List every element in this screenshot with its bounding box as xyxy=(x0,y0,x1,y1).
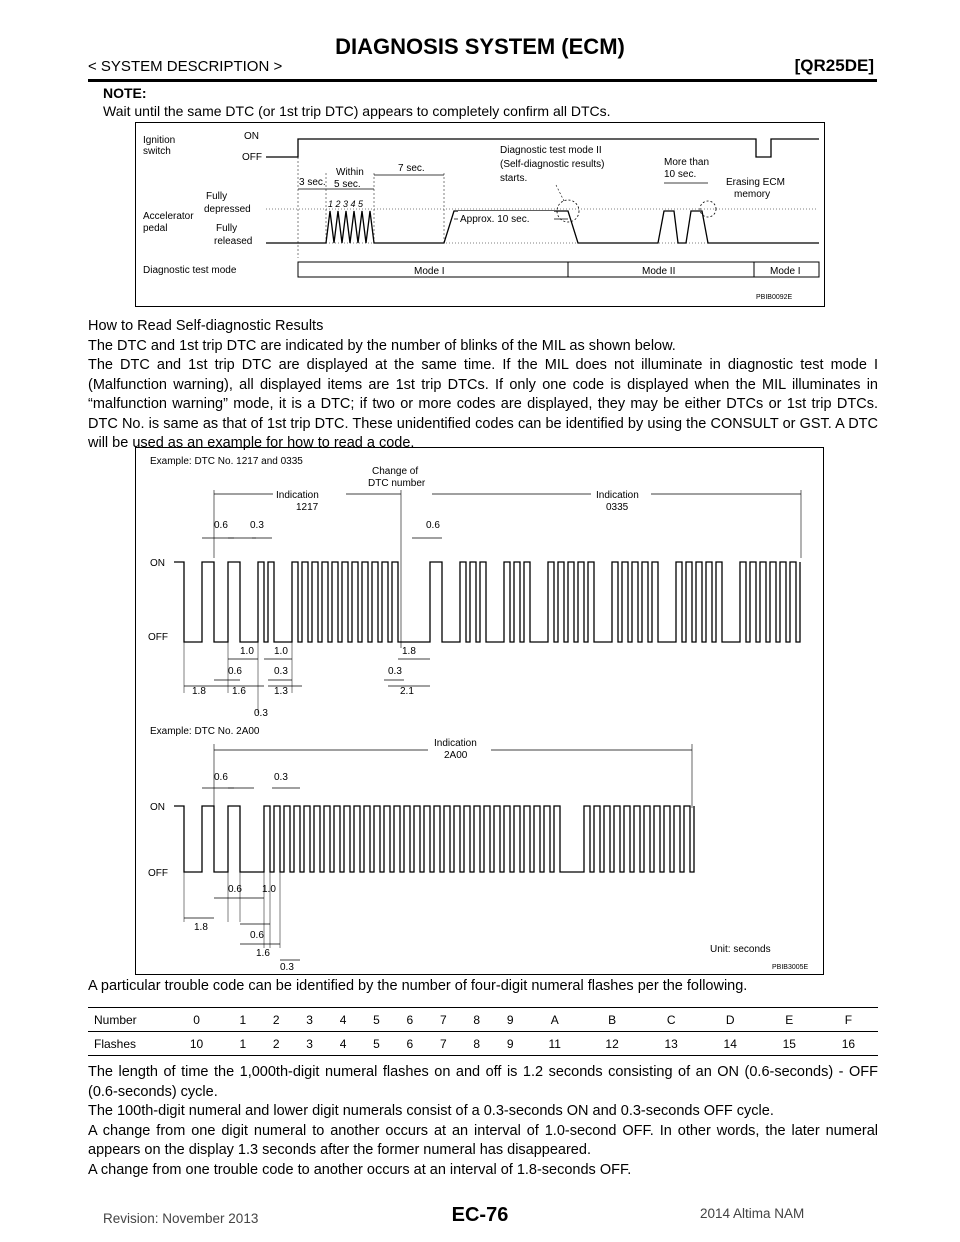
figure2-code: PBIB3005E xyxy=(772,964,809,971)
mode-row-label: Diagnostic test mode xyxy=(143,265,237,276)
t18-label: 1.8 xyxy=(194,922,208,933)
table-cell: 1 xyxy=(226,1032,259,1056)
figure1-code: PBIB0092E xyxy=(756,294,793,301)
note-label: NOTE: xyxy=(103,85,147,101)
mode2-start-label: Diagnostic test mode II xyxy=(500,145,602,156)
t03-label: 0.3 xyxy=(280,962,294,973)
table-row xyxy=(88,1032,878,1056)
table-cell: 5 xyxy=(373,1012,380,1027)
table-cell: 7 xyxy=(439,1012,447,1027)
t06-label: 0.6 xyxy=(250,930,264,941)
indication-2a00-label-2: 2A00 xyxy=(444,750,468,761)
t21-label: 2.1 xyxy=(400,686,414,697)
accelerator-label-2: pedal xyxy=(143,223,168,234)
t16-label: 1.6 xyxy=(232,686,246,697)
blink-pattern-diagram xyxy=(135,447,824,975)
leader-line xyxy=(556,185,564,201)
off-label: OFF xyxy=(148,868,168,879)
paragraph-line: The length of time the 1,000th-digit numeral flashes on and off is 1.2 seconds consisting of an ON (0.6-seconds) - OFF (0.6-seconds) cycle. xyxy=(88,1064,878,1100)
t10-label: 1.0 xyxy=(262,884,276,895)
indication-1217-label-2: 1217 xyxy=(296,502,319,513)
on-label: ON xyxy=(150,558,165,569)
table-cell: 0 xyxy=(193,1012,200,1027)
paragraph-blink-intro: The DTC and 1st trip DTC are indicated by the number of blinks of the MIL as shown below. xyxy=(88,338,676,354)
table-cell: C xyxy=(666,1012,676,1027)
mode-2-label: Mode II xyxy=(642,266,676,277)
count-label: 1 2 3 4 5 xyxy=(328,199,364,209)
more-than-label: More than xyxy=(664,157,710,168)
waveform-1217-0335 xyxy=(174,562,800,642)
change-label: Change of xyxy=(372,466,419,477)
table-header: Number xyxy=(94,1012,137,1027)
table-cell: 12 xyxy=(583,1032,642,1056)
table-cell: 5 xyxy=(360,1032,393,1056)
unit-label: Unit: seconds xyxy=(710,944,771,955)
on-label: ON xyxy=(244,131,259,142)
mode-bar xyxy=(298,262,819,277)
table-row xyxy=(88,1008,878,1032)
table-cell: 15 xyxy=(760,1032,819,1056)
mode-1b-label: Mode I xyxy=(770,266,801,277)
table-cell: 1 xyxy=(239,1012,247,1027)
table-cell: 9 xyxy=(506,1012,514,1027)
indication-0335-label: Indication xyxy=(596,490,639,501)
off-label: OFF xyxy=(242,152,262,163)
mode2-start-label-3: starts. xyxy=(500,173,528,184)
t03-label: 0.3 xyxy=(254,708,268,719)
seven-sec-label: 7 sec. xyxy=(398,163,425,174)
model-label: 2014 Altima NAM xyxy=(700,1206,805,1221)
example2-title: Example: DTC No. 2A00 xyxy=(150,726,260,737)
more-than-label-2: 10 sec. xyxy=(664,169,697,180)
table-cell: 16 xyxy=(819,1032,878,1056)
within-label-2: 5 sec. xyxy=(334,179,361,190)
erasing-label: Erasing ECM xyxy=(726,177,785,188)
example1-title: Example: DTC No. 1217 and 0335 xyxy=(150,456,303,467)
within-label: Within xyxy=(336,167,364,178)
t18-label: 1.8 xyxy=(192,686,206,697)
fully-depressed-label: Fully xyxy=(206,191,228,202)
page-title: DIAGNOSIS SYSTEM (ECM) xyxy=(335,34,625,59)
table-cell: 11 xyxy=(527,1032,583,1056)
t13-label: 1.3 xyxy=(274,686,288,697)
ignition-label-2: switch xyxy=(143,146,171,157)
fully-released-label-2: released xyxy=(214,236,253,247)
table-cell: 4 xyxy=(326,1032,359,1056)
table-caption: A particular trouble code can be identified by the number of four-digit numeral flashes per the following. xyxy=(88,978,748,994)
waveform-2a00 xyxy=(174,806,694,872)
table-cell: F xyxy=(844,1012,853,1027)
on-label: ON xyxy=(150,802,165,813)
revision-date: Revision: November 2013 xyxy=(103,1211,259,1226)
indication-2a00-label: Indication xyxy=(434,738,477,749)
t10-label: 1.0 xyxy=(274,646,288,657)
table-cell: 10 xyxy=(167,1032,226,1056)
section-breadcrumb: < SYSTEM DESCRIPTION > xyxy=(88,58,283,75)
paragraph-line: A change from one digit numeral to another occurs at an interval of 1.0-second OFF. In other words, the later numeral appears on the display 1.3 seconds after the former numeral has disappeared. xyxy=(88,1122,878,1158)
paragraph-line: A change from one trouble code to another occurs at an interval of 1.8-seconds OFF. xyxy=(88,1161,632,1178)
t03-label: 0.3 xyxy=(250,520,264,531)
table-cell: 13 xyxy=(642,1032,701,1056)
mode-1-label: Mode I xyxy=(414,266,445,277)
three-sec-label: 3 sec. xyxy=(299,177,326,188)
table-cell: 7 xyxy=(427,1032,460,1056)
t06-label: 0.6 xyxy=(214,772,228,783)
t03-label: 0.3 xyxy=(388,666,402,677)
erasing-label-2: memory xyxy=(734,189,771,200)
engine-code: [QR25DE] xyxy=(794,56,874,75)
header-rule xyxy=(88,79,877,82)
t06-label: 0.6 xyxy=(228,666,242,677)
t06-label: 0.6 xyxy=(426,520,440,531)
t10-label: 1.0 xyxy=(240,646,254,657)
indication-0335-label-2: 0335 xyxy=(606,502,629,513)
accelerator-label: Accelerator xyxy=(143,211,194,222)
flash-table xyxy=(88,1007,878,1056)
approx-label: Approx. 10 sec. xyxy=(460,214,530,225)
timing-diagram-mode-switch xyxy=(135,122,825,307)
change-label-2: DTC number xyxy=(368,478,426,489)
table-cell: 6 xyxy=(393,1032,426,1056)
table-cell: 8 xyxy=(460,1032,493,1056)
paragraph-dtc-display: The DTC and 1st trip DTC are displayed at the same time. If the MIL does not illuminate in diagnostic test mode I (Malfunction warning), all displayed items are 1st trip DTCs. If only one code is displayed when the MIL illuminates in “malfunction warning” mode, it is a DTC; if two or more codes are displayed, they may be either DTCs or 1st trip DTCs. DTC No. is same as that of 1st trip DTC. These unidentified codes can be identified by using the CONSULT or GST. A DTC will be used as an example for how to read a code. xyxy=(88,357,878,451)
table-header: Flashes xyxy=(88,1032,167,1056)
t06-label: 0.6 xyxy=(214,520,228,531)
paragraph-timing-rules xyxy=(88,1063,878,1180)
table-cell: D xyxy=(725,1012,735,1027)
fully-depressed-label-2: depressed xyxy=(204,204,251,215)
mode2-start-label-2: (Self-diagnostic results) xyxy=(500,159,605,170)
table-cell: 3 xyxy=(306,1012,313,1027)
t18-label: 1.8 xyxy=(402,646,416,657)
ignition-label: Ignition xyxy=(143,135,176,146)
fully-released-label: Fully xyxy=(216,223,238,234)
table-cell: 6 xyxy=(406,1012,414,1027)
table-cell: 2 xyxy=(272,1012,280,1027)
t06-label: 0.6 xyxy=(228,884,242,895)
indication-1217-label: Indication xyxy=(276,490,319,501)
off-label: OFF xyxy=(148,632,168,643)
t03-label: 0.3 xyxy=(274,666,288,677)
t16-label: 1.6 xyxy=(256,948,270,959)
table-cell: B xyxy=(608,1012,617,1027)
paragraph-line: The 100th-digit numeral and lower digit numerals consist of a 0.3-seconds ON and 0.3-seconds OFF cycle. xyxy=(88,1103,774,1119)
table-cell: 9 xyxy=(493,1032,526,1056)
table-cell: 3 xyxy=(293,1032,326,1056)
table-cell: 14 xyxy=(701,1032,760,1056)
t03-label: 0.3 xyxy=(274,772,288,783)
table-cell: A xyxy=(550,1012,559,1027)
table-cell: 4 xyxy=(339,1012,347,1027)
note-text: Wait until the same DTC (or 1st trip DTC) appears to completely confirm all DTCs. xyxy=(103,103,611,119)
table-cell: 8 xyxy=(473,1012,481,1027)
section-heading: How to Read Self-diagnostic Results xyxy=(88,318,324,334)
table-cell: 2 xyxy=(260,1032,293,1056)
page-number: EC-76 xyxy=(451,1204,509,1226)
table-cell: E xyxy=(785,1012,794,1027)
